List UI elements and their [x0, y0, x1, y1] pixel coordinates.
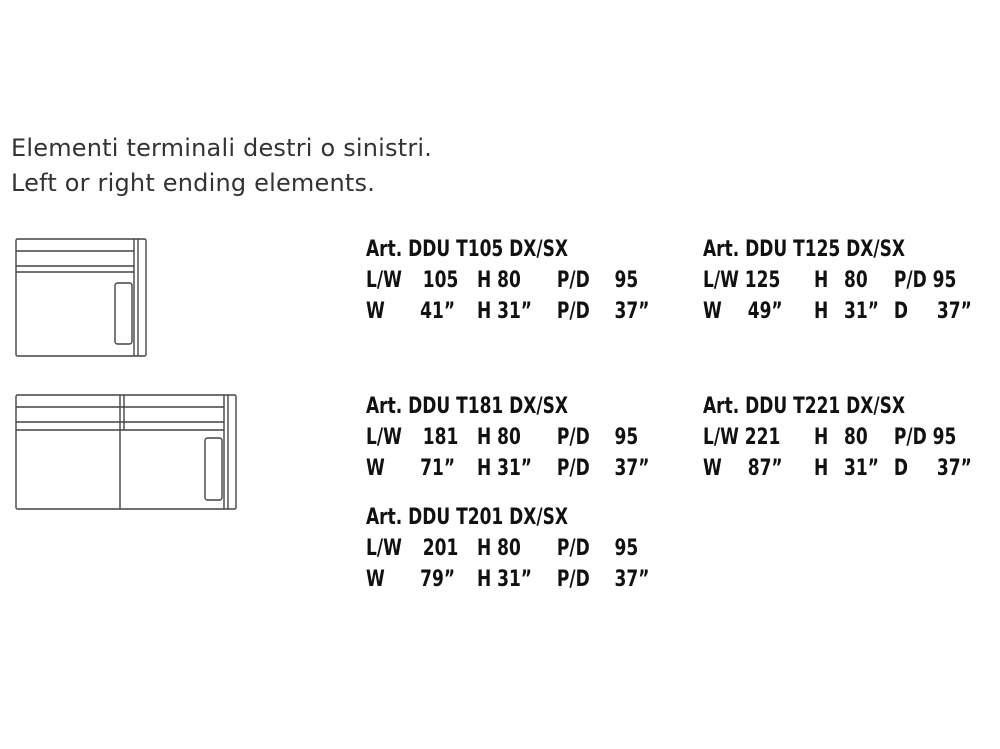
- sofa-single-end-drawing: [14, 236, 150, 360]
- spec-value: P/D 95: [893, 268, 957, 293]
- spec-value: 201: [422, 536, 459, 561]
- spec-label: P/D: [556, 268, 590, 293]
- spec-value: L/W 221: [703, 425, 781, 450]
- spec-value: H 80: [476, 268, 521, 293]
- article-title: Art. DDU T201 DX/SX: [366, 505, 569, 530]
- spec-value: H 31”: [476, 567, 532, 592]
- spec-label: W: [703, 456, 722, 481]
- spec-label: H: [813, 268, 829, 293]
- spec-label: L/W: [366, 536, 402, 561]
- spec-label: D: [893, 456, 909, 481]
- spec-value: H 31”: [476, 456, 532, 481]
- spec-label: P/D: [556, 425, 590, 450]
- spec-value: 31”: [844, 456, 879, 481]
- spec-value: L/W 125: [703, 268, 781, 293]
- spec-value: 41”: [420, 299, 456, 324]
- spec-label: P/D: [556, 299, 590, 324]
- spec-label: D: [893, 299, 909, 324]
- spec-value: 79”: [420, 567, 456, 592]
- spec-label: H: [813, 425, 829, 450]
- spec-label: L/W: [366, 268, 402, 293]
- spec-value: 31”: [844, 299, 879, 324]
- spec-value: 181: [422, 425, 459, 450]
- spec-value: 95: [614, 425, 639, 450]
- spec-value: 37”: [936, 456, 972, 481]
- article-title: Art. DDU T105 DX/SX: [366, 237, 569, 262]
- spec-value: 95: [614, 536, 639, 561]
- article-title: Art. DDU T125 DX/SX: [703, 237, 906, 262]
- spec-value: 37”: [614, 567, 650, 592]
- spec-label: P/D: [556, 567, 590, 592]
- spec-value: 80: [844, 425, 868, 450]
- spec-label: H: [813, 299, 829, 324]
- spec-value: 87”: [747, 456, 783, 481]
- spec-label: W: [366, 299, 385, 324]
- spec-value: 49”: [747, 299, 783, 324]
- heading-italian: Elementi terminali destri o sinistri.: [11, 134, 433, 162]
- article-title: Art. DDU T181 DX/SX: [366, 394, 569, 419]
- spec-value: 105: [422, 268, 459, 293]
- heading-english: Left or right ending elements.: [11, 169, 376, 197]
- spec-value: 37”: [614, 456, 650, 481]
- spec-label: W: [366, 456, 385, 481]
- article-title: Art. DDU T221 DX/SX: [703, 394, 906, 419]
- spec-value: H 31”: [476, 299, 532, 324]
- spec-value: 80: [844, 268, 868, 293]
- spec-value: 71”: [420, 456, 456, 481]
- sofa-double-end-drawing: [14, 392, 242, 514]
- spec-label: P/D: [556, 536, 590, 561]
- spec-value: 95: [614, 268, 639, 293]
- spec-label: W: [366, 567, 385, 592]
- spec-value: P/D 95: [893, 425, 957, 450]
- spec-label: H: [813, 456, 829, 481]
- spec-value: 37”: [614, 299, 650, 324]
- spec-label: L/W: [366, 425, 402, 450]
- spec-label: W: [703, 299, 722, 324]
- spec-label: P/D: [556, 456, 590, 481]
- spec-value: 37”: [936, 299, 972, 324]
- spec-value: H 80: [476, 425, 521, 450]
- spec-value: H 80: [476, 536, 521, 561]
